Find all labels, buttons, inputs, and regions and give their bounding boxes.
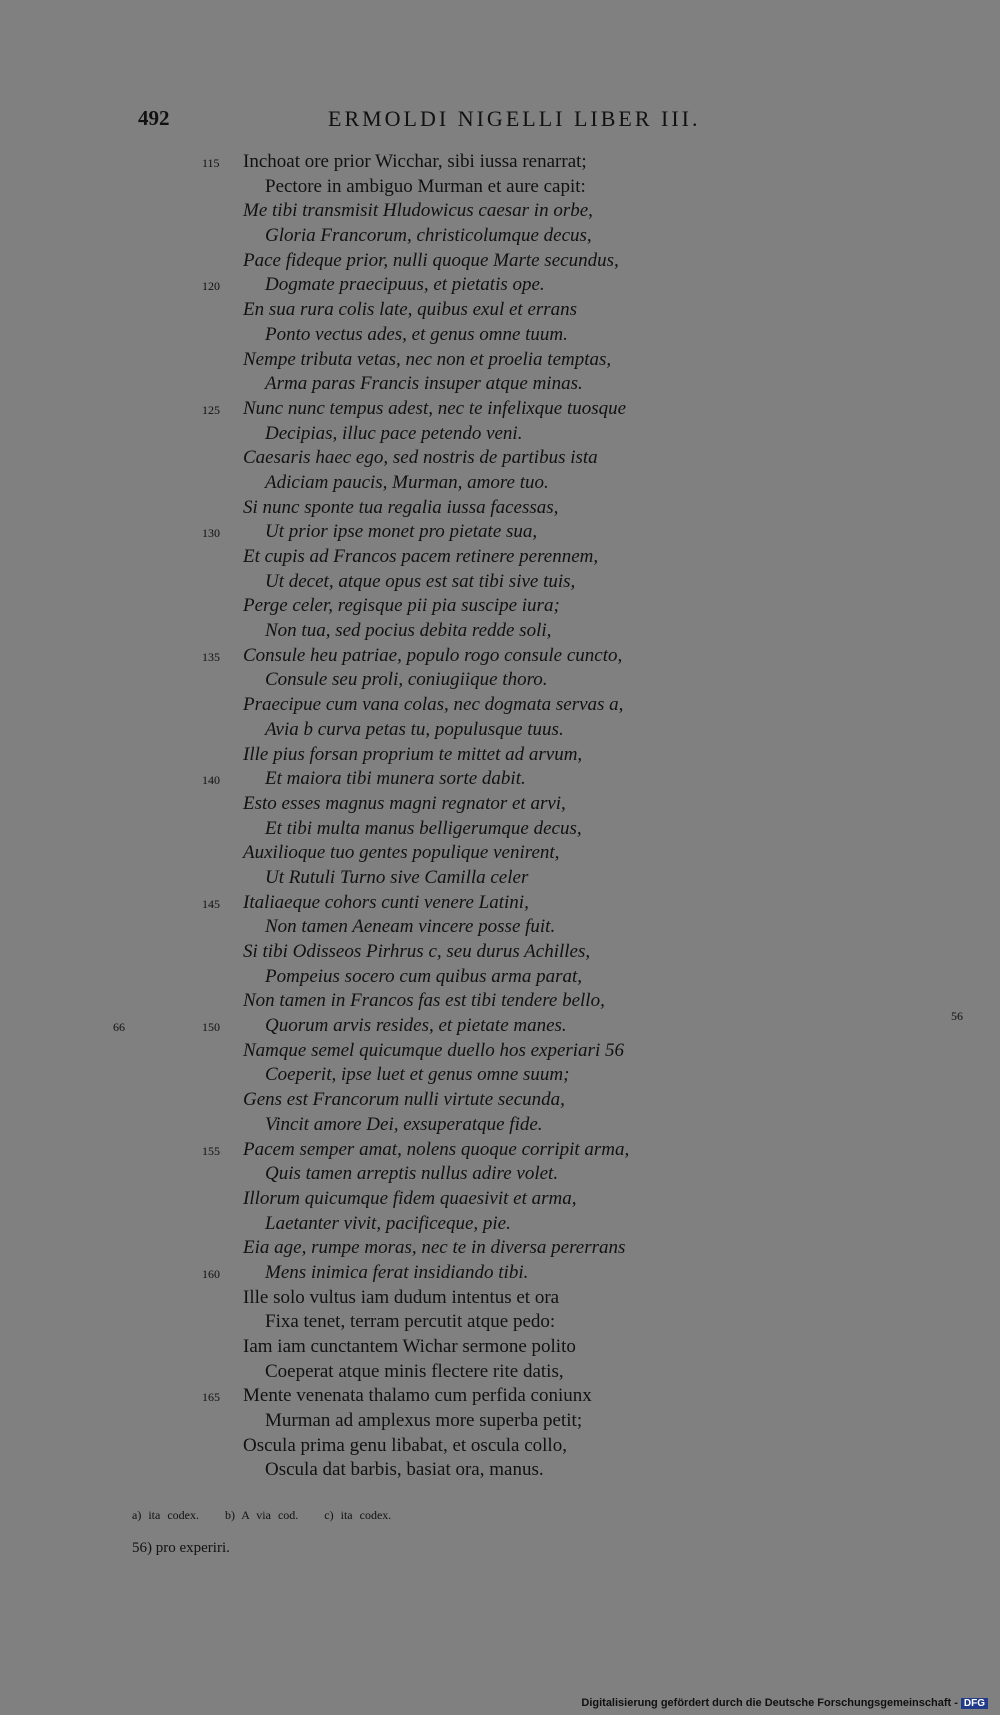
verse-line-text: Dogmate praecipuus, et pietatis ope. [265,274,545,296]
verse-line-text: Auxilioque tuo gentes populique venirent, [243,842,560,864]
verse-line-text: Si tibi Odisseos Pirhrus c, seu durus Achilles, [243,941,591,962]
verse-line-text: Pectore in ambiguo Murman et aure capit: [265,175,586,197]
verse-line-text: Inchoat ore prior Wicchar, sibi iussa renarrat; [243,151,587,172]
verse-line [0,644,1000,669]
verse-line [0,520,1000,545]
verse-line-text: Coeperit, ipse luet et genus omne suum; [265,1064,570,1086]
verse-line [0,668,1000,693]
verse-line [0,273,1000,298]
verse-line [0,348,1000,373]
line-number: 160 [202,1266,220,1281]
verse-line [0,891,1000,916]
verse-line-text: Oscula dat barbis, basiat ora, manus. [265,1459,544,1481]
verse-line [0,1384,1000,1409]
verse-line-text: Mente venenata thalamo cum perfida coniunx [243,1385,592,1407]
verse-line [0,1360,1000,1385]
page-number: 492 [138,106,170,130]
footnote: c) ita codex. [324,1508,392,1522]
verse-line [0,298,1000,323]
verse-line-text: Ille solo vultus iam dudum intentus et ora [243,1286,560,1308]
verse-line [0,1138,1000,1163]
verse-line [0,743,1000,768]
verse-line [0,224,1000,249]
verse-line-text: Decipias, illuc pace petendo veni. [265,422,523,444]
verse-line-text: Perge celer, regisque pii pia suscipe iura; [243,595,560,617]
verse-line [0,841,1000,866]
verse-line-text: En sua rura colis late, quibus exul et errans [243,299,578,321]
margin-number-right: 56 [951,1009,963,1024]
verse-line-text: Coeperat atque minis flectere rite datis, [265,1360,564,1382]
verse-line-text: Vincit amore Dei, exsuperatque fide. [265,1113,543,1135]
verse-line-text: Iam iam cunctantem Wichar sermone polito [243,1336,576,1357]
footnote: a) ita codex. [132,1508,199,1522]
verse-line [0,1088,1000,1113]
verse-line [0,1458,1000,1483]
line-number: 140 [202,773,220,788]
verse-line [0,570,1000,595]
verse-line-text: Oscula prima genu libabat, et oscula collo, [243,1434,567,1456]
verse-line-text: Consule heu patriae, populo rogo consule cuncto, [243,644,623,666]
line-number: 115 [202,156,220,170]
digitization-text: Digitalisierung gefördert durch die Deutsche Forschungsgemeinschaft - [581,1697,958,1709]
line-number: 130 [202,526,220,541]
verse-line-text: Pacem semper amat, nolens quoque corripit arma, [243,1138,630,1160]
verse-line [0,940,1000,965]
verse-line [0,1212,1000,1237]
verse-line [0,372,1000,397]
verse-line-text: Avia b curva petas tu, populusque tuus. [265,718,564,740]
verse-line [0,150,1000,175]
verse-line [0,1113,1000,1138]
digitization-credit [581,1697,988,1709]
verse-line-text: Pace fideque prior, nulli quoque Marte secundus, [243,249,619,271]
verse-text [0,150,1000,1483]
line-number: 125 [202,402,220,417]
verse-line-text: Ponto vectus ades, et genus omne tuum. [265,323,568,345]
verse-line [0,199,1000,224]
running-title: ERMOLDI NIGELLI LIBER III. [328,106,701,131]
verse-line-text: Italiaeque cohors cunti venere Latini, [243,891,529,913]
verse-line-text: Non tamen Aeneam vincere posse fuit. [265,916,556,938]
verse-line-text: Fixa tenet, terram percutit atque pedo: [265,1311,556,1333]
verse-line [0,397,1000,422]
verse-line-text: Si nunc sponte tua regalia iussa facessas, [243,496,559,518]
verse-line [0,767,1000,792]
verse-line [0,1310,1000,1335]
verse-line-text: Ut prior ipse monet pro pietate sua, [265,521,538,543]
verse-line-text: Nunc nunc tempus adest, nec te infelixque tuosque [243,397,627,419]
verse-line-text: Nempe tributa vetas, nec non et proelia temptas, [243,348,612,370]
verse-line-text: Et tibi multa manus belligerumque decus, [265,817,582,839]
verse-line-text: Esto esses magnus magni regnator et arvi, [243,792,566,814]
verse-line [0,619,1000,644]
line-number: 145 [202,896,220,911]
verse-line-text: Ut decet, atque opus est sat tibi sive tuis, [265,570,576,592]
verse-line-text: Non tua, sed pocius debita redde soli, [265,620,552,642]
verse-line [0,1162,1000,1187]
verse-line-text: Gloria Francorum, christicolumque decus, [265,225,592,247]
verse-line-text: Murman ad amplexus more superba petit; [265,1410,583,1432]
verse-line [0,965,1000,990]
line-number: 150 [202,1020,220,1035]
verse-line-text: Gens est Francorum nulli virtute secunda, [243,1089,565,1111]
verse-line-text: Ut Rutuli Turno sive Camilla celer [265,866,529,888]
verse-line [0,594,1000,619]
verse-line [0,1236,1000,1261]
verse-line [0,1335,1000,1360]
verse-line [0,1286,1000,1311]
verse-line [0,817,1000,842]
footnote: b) A via cod. [224,1508,299,1522]
verse-line-text: Arma paras Francis insuper atque minas. [265,373,583,395]
verse-line-text: Namque semel quicumque duello hos experiari 56 [243,1039,624,1061]
verse-line [0,1063,1000,1088]
verse-line-text: Illorum quicumque fidem quaesivit et arma, [243,1187,577,1209]
line-number: 135 [202,649,220,664]
verse-line [0,792,1000,817]
verse-line-text: Ille pius forsan proprium te mittet ad arvum, [243,743,583,765]
verse-line [0,989,1000,1014]
verse-line-text: Eia age, rumpe moras, nec te in diversa pererrans [243,1237,626,1259]
verse-line [0,496,1000,521]
verse-line [0,323,1000,348]
verse-line [0,1261,1000,1286]
verse-line [0,1187,1000,1212]
line-number: 155 [202,1143,220,1158]
verse-line-text: Mens inimica ferat insidiando tibi. [265,1261,529,1283]
line-number: 120 [202,279,220,294]
verse-line-text: Caesaris haec ego, sed nostris de partibus ista [243,447,598,469]
verse-line [0,249,1000,274]
verse-line-text: Me tibi transmisit Hludowicus caesar in orbe, [243,200,593,222]
verse-line [0,545,1000,570]
verse-line [0,446,1000,471]
verse-line-text: Laetanter vivit, pacificeque, pie. [265,1212,511,1234]
verse-line [0,175,1000,200]
verse-line [0,915,1000,940]
verse-line-text: Non tamen in Francos fas est tibi tendere bello, [243,990,605,1012]
verse-line [0,471,1000,496]
verse-line-text: Et maiora tibi munera sorte dabit. [265,768,526,790]
verse-line-text: Pompeius socero cum quibus arma parat, [265,965,582,987]
verse-line [0,866,1000,891]
verse-line [0,718,1000,743]
verse-line [0,422,1000,447]
verse-line [0,693,1000,718]
verse-line-text: Praecipue cum vana colas, nec dogmata servas a, [243,694,624,716]
verse-line-text: Quis tamen arreptis nullus adire volet. [265,1163,559,1185]
verse-line [0,1009,1000,1039]
verse-line [0,1409,1000,1434]
line-number: 165 [202,1390,220,1405]
dfg-logo: DFG [961,1698,988,1709]
margin-number-left: 66 [113,1020,125,1035]
verse-line-text: Et cupis ad Francos pacem retinere perennem, [243,546,599,567]
verse-line [0,1039,1000,1064]
verse-line-text: Quorum arvis resides, et pietate manes. [265,1015,567,1037]
verse-line [0,1434,1000,1459]
verse-line-text: Adiciam paucis, Murman, amore tuo. [265,471,549,493]
verse-line-text: Consule seu proli, coniugiique thoro. [265,669,548,691]
commentary-note: 56) pro experiri. [132,1540,230,1556]
footnotes [132,1508,417,1523]
